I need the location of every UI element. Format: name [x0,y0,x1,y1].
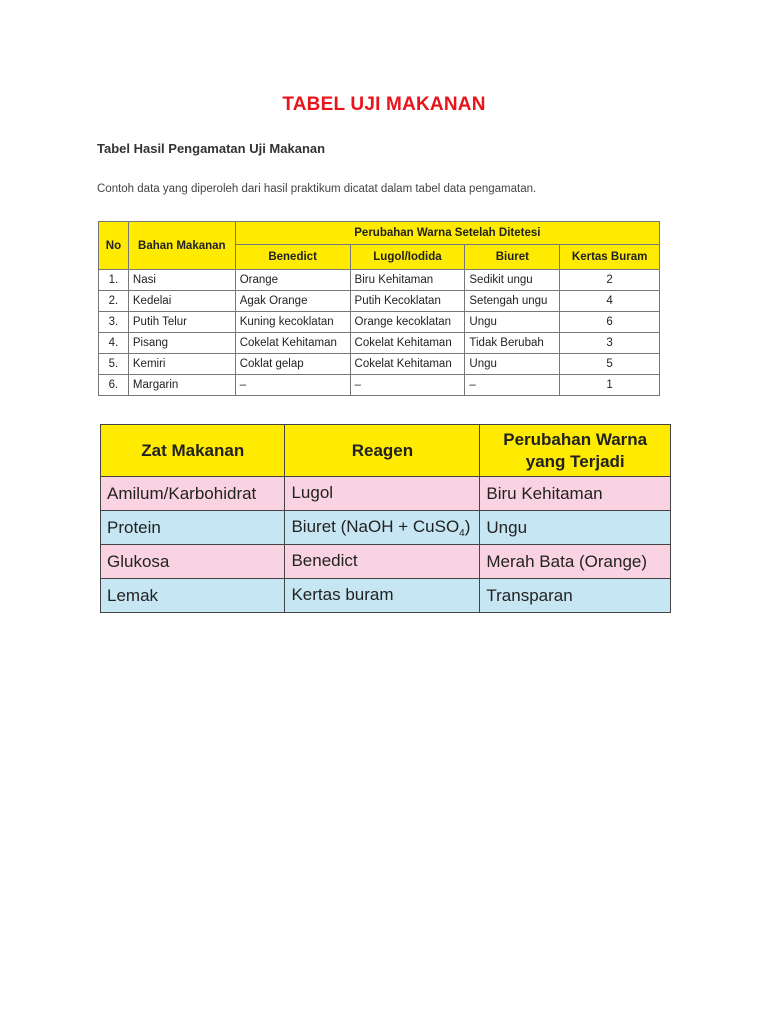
cell-no: 3. [99,312,129,333]
cell-zat: Lemak [101,579,285,613]
table-row [99,354,660,375]
cell-warna: Ungu [480,511,671,545]
cell-kertas: 6 [560,312,660,333]
cell-bahan: Nasi [128,270,235,291]
cell-zat: Amilum/Karbohidrat [101,477,285,511]
cell-benedict: – [235,375,350,396]
cell-benedict: Orange [235,270,350,291]
table-row [101,545,671,579]
header-zat-makanan: Zat Makanan [101,425,285,477]
cell-bahan: Kedelai [128,291,235,312]
cell-reagen: Biuret (NaOH + CuSO$_4$) [285,511,480,545]
section-subtitle: Tabel Hasil Pengamatan Uji Makanan [97,141,326,156]
cell-no: 2. [99,291,129,312]
cell-zat: Protein [101,511,285,545]
cell-lugol: Cokelat Kehitaman [350,354,465,375]
cell-warna: Merah Bata (Orange) [480,545,671,579]
header-perubahan-warna: Perubahan Warna Setelah Ditetesi [235,222,659,245]
cell-bahan: Margarin [128,375,235,396]
header-biuret: Biuret [465,245,560,270]
cell-reagen: Kertas buram [285,579,480,613]
table-row [99,375,660,396]
cell-reagen: Lugol [285,477,480,511]
header-no: No [99,222,129,270]
table-row [99,291,660,312]
cell-benedict: Cokelat Kehitaman [235,333,350,354]
cell-lugol: Cokelat Kehitaman [350,333,465,354]
cell-biuret: Sedikit ungu [465,270,560,291]
observation-table [98,221,660,396]
table-row [99,312,660,333]
cell-bahan: Kemiri [128,354,235,375]
cell-kertas: 1 [560,375,660,396]
page-title: TABEL UJI MAKANAN [282,94,486,115]
cell-bahan: Putih Telur [128,312,235,333]
cell-benedict: Agak Orange [235,291,350,312]
cell-biuret: Tidak Berubah [465,333,560,354]
cell-biuret: Setengah ungu [465,291,560,312]
cell-no: 1. [99,270,129,291]
table-row [99,333,660,354]
cell-lugol: Orange kecoklatan [350,312,465,333]
cell-kertas: 2 [560,270,660,291]
cell-lugol: Putih Kecoklatan [350,291,465,312]
header-perubahan-warna-terjadi: Perubahan Warna yang Terjadi [480,425,671,477]
cell-kertas: 4 [560,291,660,312]
cell-biuret: Ungu [465,312,560,333]
cell-lugol: – [350,375,465,396]
header-lugol: Lugol/Iodida [350,245,465,270]
cell-zat: Glukosa [101,545,285,579]
table-row [101,477,671,511]
cell-warna: Transparan [480,579,671,613]
cell-kertas: 3 [560,333,660,354]
cell-no: 6. [99,375,129,396]
table-row [101,511,671,545]
cell-benedict: Coklat gelap [235,354,350,375]
cell-lugol: Biru Kehitaman [350,270,465,291]
cell-biuret: – [465,375,560,396]
reagent-table [100,424,671,613]
cell-no: 5. [99,354,129,375]
header-benedict: Benedict [235,245,350,270]
intro-text: Contoh data yang diperoleh dari hasil praktikum dicatat dalam tabel data pengamatan. [97,183,537,195]
header-bahan-makanan: Bahan Makanan [128,222,235,270]
cell-biuret: Ungu [465,354,560,375]
cell-benedict: Kuning kecoklatan [235,312,350,333]
header-kertas-buram: Kertas Buram [560,245,660,270]
cell-reagen: Benedict [285,545,480,579]
cell-kertas: 5 [560,354,660,375]
cell-warna: Biru Kehitaman [480,477,671,511]
table-row [101,579,671,613]
header-reagen: Reagen [285,425,480,477]
cell-bahan: Pisang [128,333,235,354]
cell-no: 4. [99,333,129,354]
table-row [99,270,660,291]
